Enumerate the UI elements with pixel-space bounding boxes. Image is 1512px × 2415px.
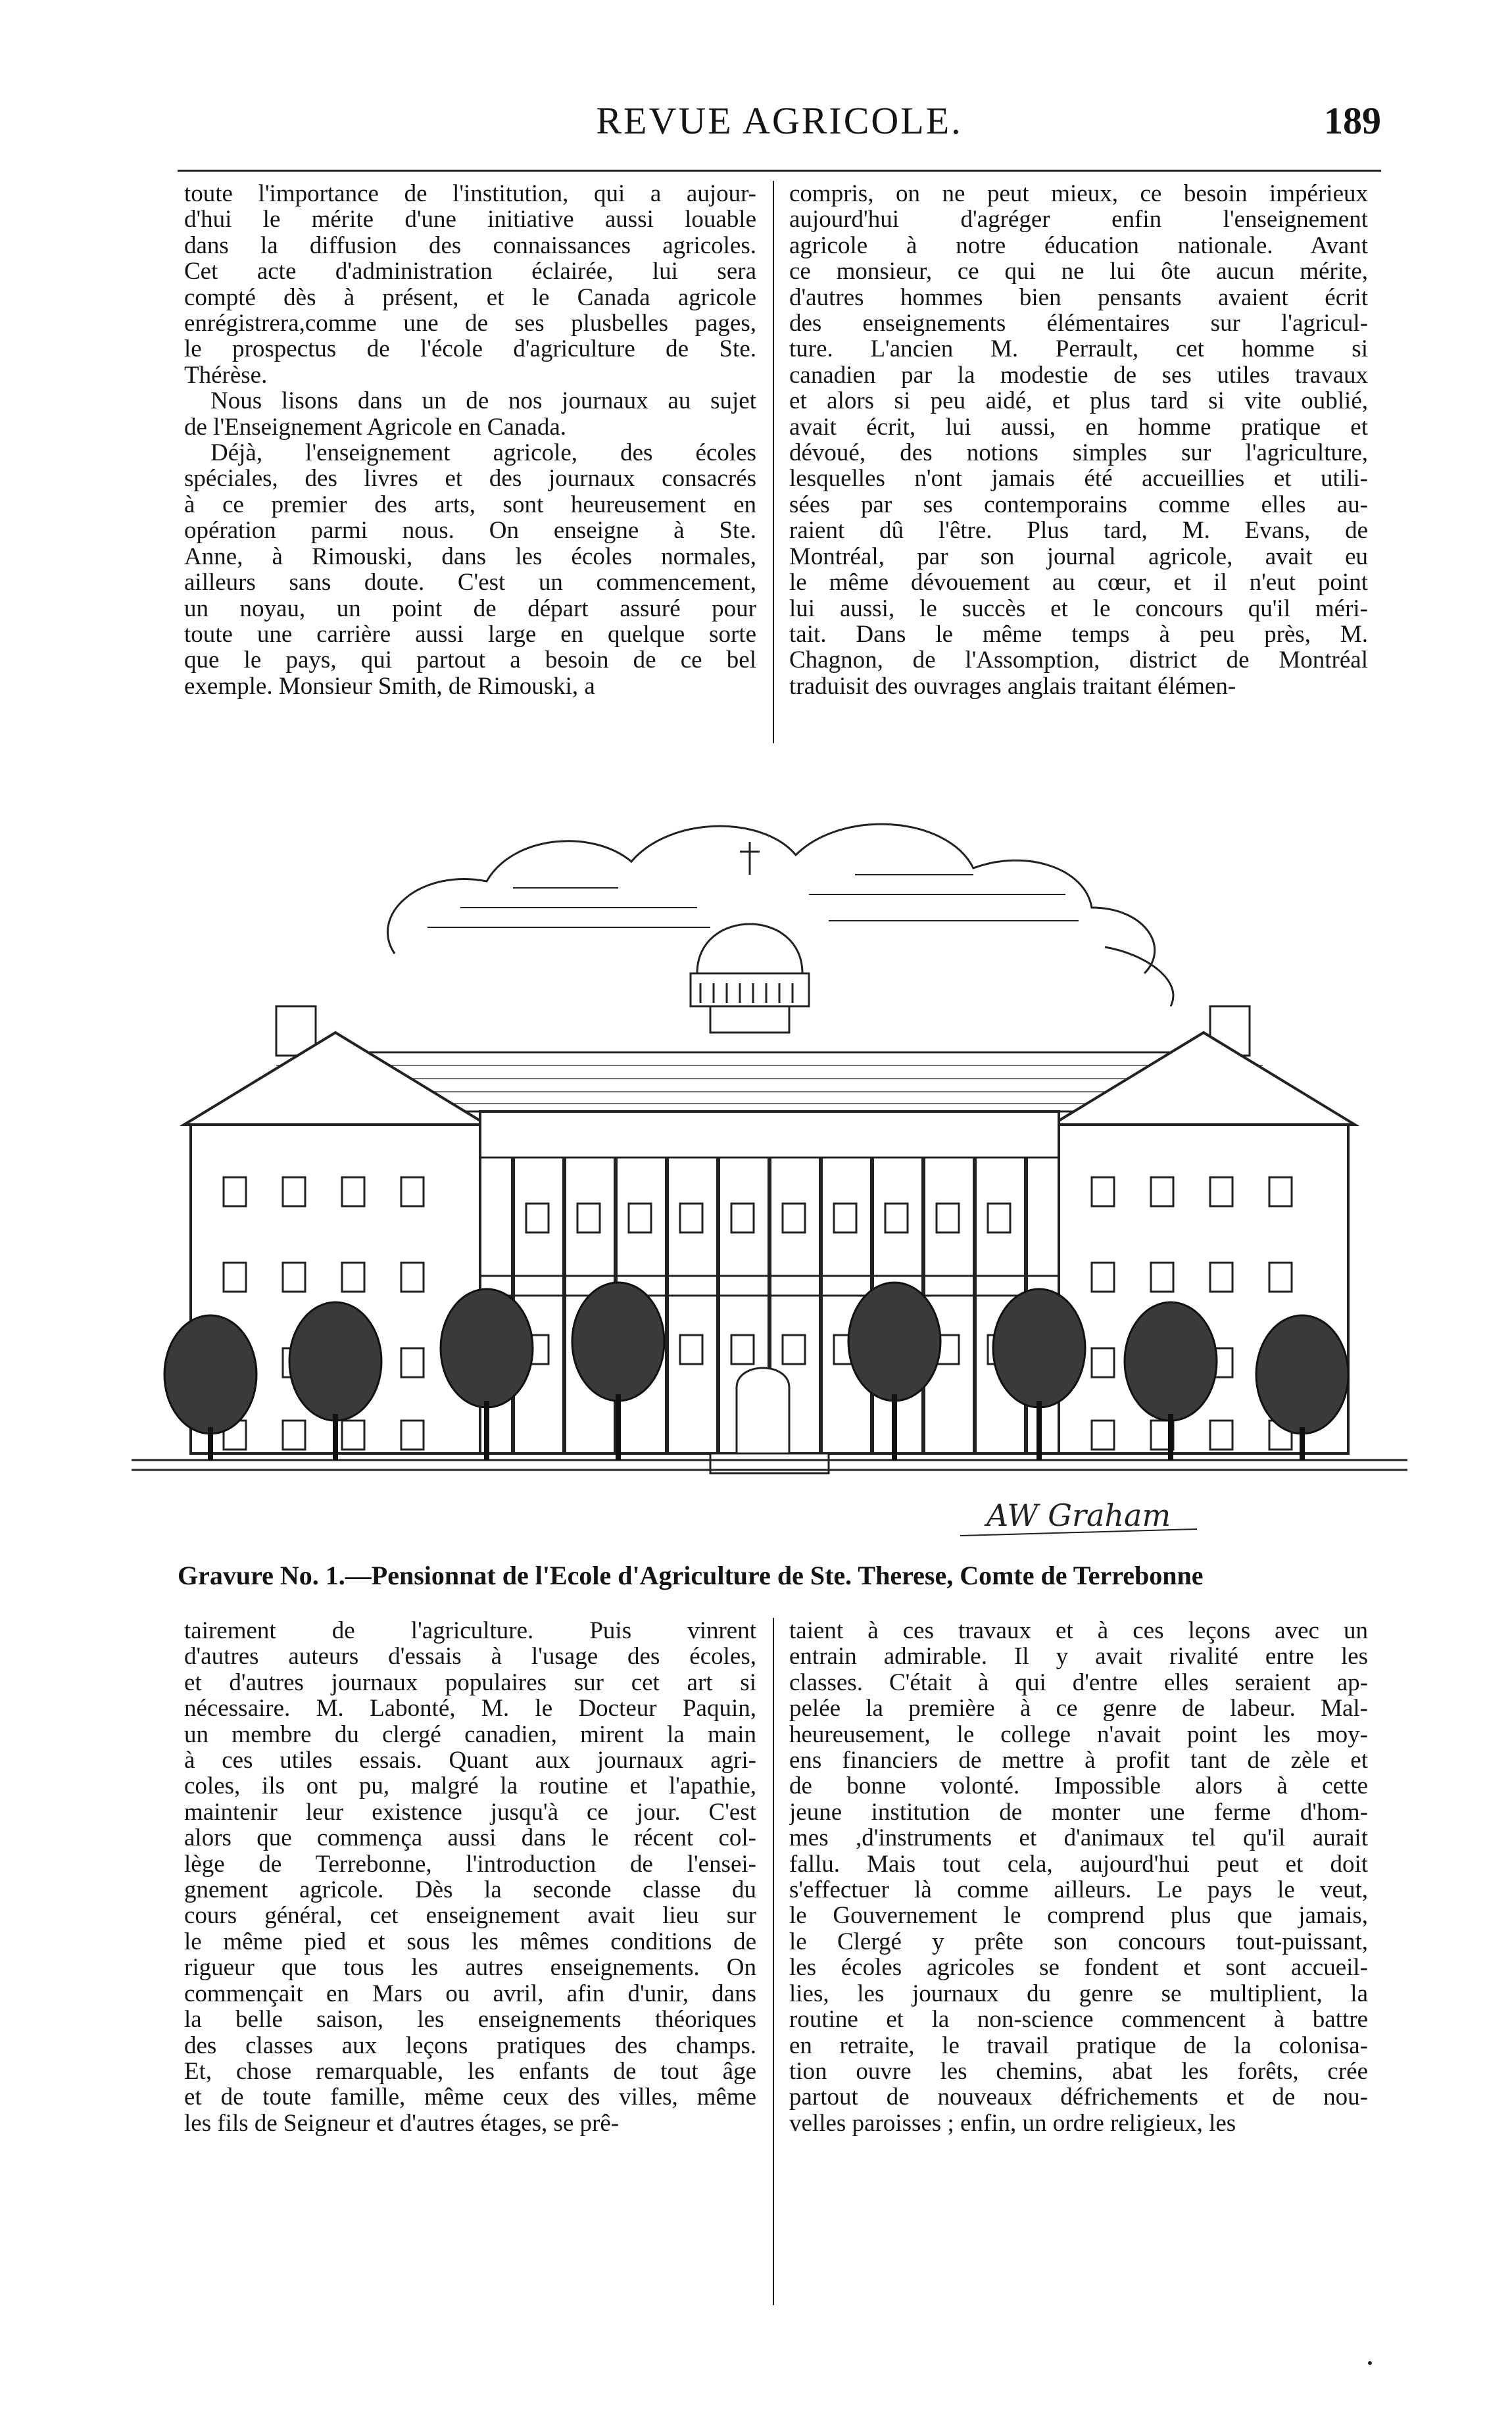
text-line: des enseignements élémentaires sur l'agricul- bbox=[789, 310, 1368, 337]
text-line: compté dès à présent, et le Canada agricole bbox=[184, 284, 756, 311]
text-line: commençait en Mars ou avril, afin d'unir, dans bbox=[184, 1980, 756, 2007]
text-line: le Gouvernement le comprend plus que jamais, bbox=[789, 1903, 1368, 1929]
top-right-column bbox=[789, 181, 1368, 699]
column-divider-top bbox=[773, 181, 774, 743]
text-line: ailleurs sans doute. C'est un commencement, bbox=[184, 570, 756, 596]
text-line: d'autres auteurs d'essais à l'usage des écoles, bbox=[184, 1644, 756, 1670]
text-line: raient dû l'être. Plus tard, M. Evans, de bbox=[789, 518, 1368, 544]
text-line: un membre du clergé canadien, mirent la main bbox=[184, 1721, 756, 1748]
text-line: à ce premier des arts, sont heureusement en bbox=[184, 491, 756, 518]
text-line: lesquelles n'ont jamais été accueillies et utili- bbox=[789, 466, 1368, 492]
text-line: nécessaire. M. Labonté, M. le Docteur Paquin, bbox=[184, 1695, 756, 1722]
text-line: opération parmi nous. On enseigne à Ste. bbox=[184, 518, 756, 544]
text-line: la belle saison, les enseignements théoriques bbox=[184, 2007, 756, 2033]
text-line: agricole à notre éducation nationale. Avant bbox=[789, 232, 1368, 259]
text-line: et alors si peu aidé, et plus tard si vite oublié, bbox=[789, 388, 1368, 414]
text-line: toute une carrière aussi large en quelque sorte bbox=[184, 621, 756, 648]
header-rule bbox=[178, 170, 1381, 172]
text-line: Nous lisons dans un de nos journaux au sujet bbox=[210, 388, 756, 414]
text-line: Montréal, par son journal agricole, avait eu bbox=[789, 543, 1368, 570]
text-line: Déjà, l'enseignement agricole, des écoles bbox=[210, 440, 756, 466]
text-line: sées par ses contemporains comme elles au- bbox=[789, 491, 1368, 518]
text-line: aujourd'hui d'agréger enfin l'enseignement bbox=[789, 207, 1368, 233]
text-line: classes. C'était à qui d'entre elles seraient ap- bbox=[789, 1669, 1368, 1696]
bottom-left-column bbox=[184, 1618, 756, 2136]
text-line: enrégistrera,comme une de ses plusbelles pages, bbox=[184, 310, 756, 337]
text-line: lui aussi, le succès et le concours qu'il méri- bbox=[789, 595, 1368, 622]
text-line: d'hui le mérite d'une initiative aussi louable bbox=[184, 207, 756, 233]
bottom-right-column bbox=[789, 1618, 1368, 2136]
text-line: traduisit des ouvrages anglais traitant élémen- bbox=[789, 673, 1236, 700]
page-number: 189 bbox=[1324, 99, 1381, 142]
text-line: taient à ces travaux et à ces leçons avec un bbox=[789, 1618, 1368, 1644]
text-line: s'effectuer là comme ailleurs. Le pays le veut, bbox=[789, 1877, 1368, 1903]
speck bbox=[1368, 2361, 1372, 2365]
school-building-engraving bbox=[118, 756, 1421, 1546]
text-line: à ces utiles essais. Quant aux journaux agri- bbox=[184, 1747, 756, 1774]
text-line: Chagnon, de l'Assomption, district de Montréal bbox=[789, 647, 1368, 673]
text-line: alors que commença aussi dans le récent col- bbox=[184, 1825, 756, 1851]
text-line: de l'Enseignement Agricole en Canada. bbox=[184, 414, 566, 441]
text-line: heureusement, le college n'avait point les moy- bbox=[789, 1721, 1368, 1748]
text-line: partout de nouveaux défrichements et de nou- bbox=[789, 2084, 1368, 2110]
text-line: Cet acte d'administration éclairée, lui sera bbox=[184, 258, 756, 285]
text-line: avait écrit, lui aussi, en homme pratique et bbox=[789, 414, 1368, 441]
text-line: dans la diffusion des connaissances agricoles. bbox=[184, 232, 756, 259]
running-title: REVUE AGRICOLE. bbox=[596, 99, 963, 142]
text-line: Et, chose remarquable, les enfants de tout âge bbox=[184, 2058, 756, 2085]
text-line: ens financiers de mettre à profit tant de zèle et bbox=[789, 1747, 1368, 1774]
text-line: toute l'importance de l'institution, qui a aujour- bbox=[184, 181, 756, 207]
text-line: coles, ils ont pu, malgré la routine et l'apathie, bbox=[184, 1773, 756, 1799]
text-line: cours général, cet enseignement avait lieu sur bbox=[184, 1903, 756, 1929]
text-line: Thérèse. bbox=[184, 362, 268, 389]
figure-caption: Gravure No. 1.—Pensionnat de l'Ecole d'Agriculture de Ste. Therese, Comte de Terrebonne bbox=[178, 1561, 1204, 1590]
text-line: d'autres hommes bien pensants avaient écrit bbox=[789, 284, 1368, 311]
text-line: de bonne volonté. Impossible alors à cette bbox=[789, 1773, 1368, 1799]
text-line: lège de Terrebonne, l'introduction de l'ensei- bbox=[184, 1851, 756, 1878]
text-line: routine et la non-science commencent à battre bbox=[789, 2007, 1368, 2033]
text-line: le Clergé y prête son concours tout-puissant, bbox=[789, 1928, 1368, 1955]
text-line: mes ,d'instruments et d'animaux tel qu'il aurait bbox=[789, 1825, 1368, 1851]
text-line: le même dévouement au cœur, et il n'eut point bbox=[789, 570, 1368, 596]
text-line: tait. Dans le même temps à peu près, M. bbox=[789, 621, 1368, 648]
text-line: lies, les journaux du genre se multiplient, la bbox=[789, 1980, 1368, 2007]
text-line: fallu. Mais tout cela, aujourd'hui peut et doit bbox=[789, 1851, 1368, 1878]
text-line: maintenir leur existence jusqu'à ce jour. C'est bbox=[184, 1799, 756, 1826]
text-line: en retraite, le travail pratique de la colonisa- bbox=[789, 2032, 1368, 2059]
text-line: tion ouvre les chemins, abat les forêts, crée bbox=[789, 2058, 1368, 2085]
text-line: des classes aux leçons pratiques des champs. bbox=[184, 2032, 756, 2059]
text-line: le prospectus de l'école d'agriculture de Ste. bbox=[184, 336, 756, 362]
engraver-signature: AW Graham bbox=[987, 1498, 1171, 1533]
text-line: spéciales, des livres et des journaux consacrés bbox=[184, 466, 756, 492]
text-line: velles paroisses ; enfin, un ordre religieux, les bbox=[789, 2110, 1236, 2137]
page-header bbox=[178, 99, 1381, 151]
text-line: exemple. Monsieur Smith, de Rimouski, a bbox=[184, 673, 595, 700]
text-line: et de toute famille, même ceux des villes, même bbox=[184, 2084, 756, 2110]
text-line: les écoles agricoles se fondent et sont accueil- bbox=[789, 1955, 1368, 1981]
text-line: les fils de Seigneur et d'autres étages, se prê- bbox=[184, 2110, 620, 2137]
text-line: ce monsieur, ce qui ne lui ôte aucun mérite, bbox=[789, 258, 1368, 285]
text-line: que le pays, qui partout a besoin de ce bel bbox=[184, 647, 756, 673]
text-line: jeune institution de monter une ferme d'hom- bbox=[789, 1799, 1368, 1826]
text-line: Anne, à Rimouski, dans les écoles normales, bbox=[184, 543, 756, 570]
text-line: gnement agricole. Dès la seconde classe du bbox=[184, 1877, 756, 1903]
text-line: dévoué, des notions simples sur l'agriculture, bbox=[789, 440, 1368, 466]
top-left-column bbox=[184, 181, 756, 699]
text-line: entrain admirable. Il y avait rivalité entre les bbox=[789, 1644, 1368, 1670]
text-line: tairement de l'agriculture. Puis vinrent bbox=[184, 1618, 756, 1644]
text-line: le même pied et sous les mêmes conditions de bbox=[184, 1928, 756, 1955]
column-divider-bottom bbox=[773, 1618, 774, 2305]
text-line: un noyau, un point de départ assuré pour bbox=[184, 595, 756, 622]
text-line: pelée la première à ce genre de labeur. Mal- bbox=[789, 1695, 1368, 1722]
text-line: compris, on ne peut mieux, ce besoin impérieux bbox=[789, 181, 1368, 207]
text-line: rigueur que tous les autres enseignements. On bbox=[184, 1955, 756, 1981]
text-line: et d'autres journaux populaires sur cet art si bbox=[184, 1669, 756, 1696]
text-line: canadien par la modestie de ses utiles travaux bbox=[789, 362, 1368, 389]
text-line: ture. L'ancien M. Perrault, cet homme si bbox=[789, 336, 1368, 362]
